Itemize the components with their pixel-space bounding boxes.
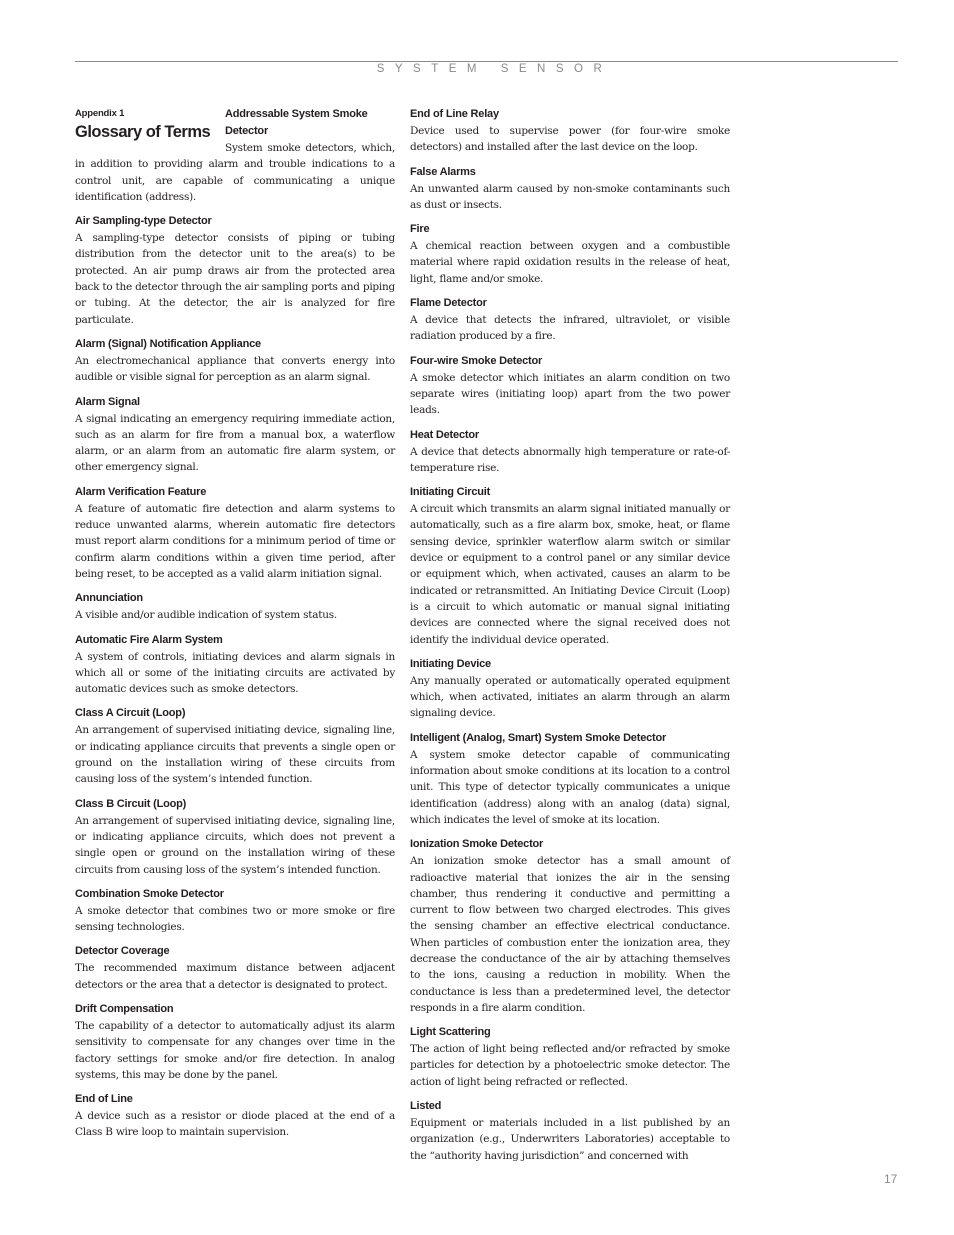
glossary-term: Flame Detector [410,297,487,310]
glossary-term: Air Sampling-type Detector [75,215,212,228]
left-column [75,106,395,1149]
glossary-term: Listed [410,1100,442,1113]
glossary-entry [75,796,395,878]
glossary-definition: A sampling-type detector consists of piping or tubing distribution from the detector unit to the area(s) to be protected. An air pump draws air from the protected area back to the detector through the air sampling ports and piping or tubing. At the detector, the air is analyzed for fire particulate. [75,232,395,326]
glossary-definition: A device such as a resistor or diode placed at the end of a Class B wire loop to maintain supervision. [75,1110,395,1139]
glossary-entry [75,943,395,993]
glossary-entry [75,886,395,936]
glossary-definition: An unwanted alarm caused by non-smoke contaminants such as dust or insects. [410,182,730,211]
glossary-definition: A feature of automatic fire detection and alarm systems to reduce unwanted alarms, wherein automatic fire detectors must report alarm conditions for a minimum period of time or confirm alarm conditions within a given time period, after being reset, to be accepted as a valid alarm initiation signal. [75,502,395,580]
glossary-definition: A circuit which transmits an alarm signal initiated manually or automatically, such as a fire alarm box, smoke, heat, or flame sensing device, sprinkler waterflow alarm switch or similar device or equipment to a control panel or any similar device or equipment which, when activated, causes an alarm to be indicated or retransmitted. An Initiating Device Circuit (Loop) is a circuit to which automatic or manual signal initiating devices are connected where the signal received does not identify the individual device operated. [410,503,730,646]
header-rule [75,61,898,62]
appendix-heading [75,106,225,144]
glossary-term: End of Line [75,1093,133,1106]
glossary-entry [410,1024,730,1090]
glossary-term: Automatic Fire Alarm System [75,633,223,646]
glossary-term: Intelligent (Analog, Smart) System Smoke Detector [410,731,667,744]
glossary-definition: The capability of a detector to automatically adjust its alarm sensitivity to compensate for any changes over time in the factory settings for smoke and/or fire detection. In analog systems, this may be done by the panel. [75,1019,395,1081]
glossary-definition: An arrangement of supervised initiating device, signaling line, or indicating appliance circuits that prevents a single open or ground on the installation wiring of these circuits from causing loss of the system’s intended function. [75,724,395,786]
appendix-label: Appendix 1 [75,108,125,119]
glossary-definition: The recommended maximum distance between adjacent detectors or the area that a detector is designated to protect. [75,962,395,991]
glossary-definition: A device that detects the infrared, ultraviolet, or visible radiation produced by a fire. [410,314,730,343]
glossary-term: Alarm (Signal) Notification Appliance [75,337,261,350]
glossary-definition: Any manually operated or automatically operated equipment which, when activated, initiates an alarm through an alarm signaling device. [410,674,730,720]
glossary-term: Detector Coverage [75,945,170,958]
glossary-entry [410,164,730,214]
glossary-entry [410,656,730,722]
glossary-term: Four-wire Smoke Detector [410,354,543,367]
glossary-entry [410,353,730,419]
glossary-entry [75,484,395,582]
page-title: Glossary of Terms [75,123,211,141]
page-number: 17 [884,1172,898,1186]
glossary-term: Annunciation [75,592,143,605]
glossary-term: Drift Compensation [75,1002,174,1015]
glossary-definition: Device used to supervise power (for four-wire smoke detectors) and installed after the last device on the loop. [410,125,730,154]
glossary-entry [75,394,395,476]
glossary-entry [75,213,395,328]
glossary-term: Alarm Signal [75,395,140,408]
glossary-definition: A system of controls, initiating devices and alarm signals in which all or some of the initiating circuits are activated by automatic devices such as smoke detectors. [75,650,395,696]
glossary-entry [75,632,395,698]
glossary-entry [75,590,395,623]
glossary-term: Combination Smoke Detector [75,887,224,900]
glossary-entry [410,1098,730,1164]
glossary-definition: A smoke detector that combines two or more smoke or fire sensing technologies. [75,904,395,934]
glossary-entry [410,730,730,828]
glossary-term: Addressable System Smoke Detector [225,108,368,137]
glossary-entry [75,705,395,787]
glossary-definition: The action of light being reflected and/or refracted by smoke particles for detection by a photoelectric smoke detector. The action of light being refracted or reflected. [410,1043,730,1088]
glossary-entry [410,427,730,477]
glossary-term: Alarm Verification Feature [75,485,207,498]
glossary-entry [410,836,730,1016]
glossary-definition: An arrangement of supervised initiating device, signaling line, or indicating appliance circuits, which does not prevent a single open or ground on the installation wiring of these circuits from causing loss of the system’s intended function. [75,814,395,876]
glossary-entry [75,1001,395,1083]
glossary-definition: A signal indicating an emergency requiring immediate action, such as an alarm for fire from a manual box, a waterflow alarm, or an alarm from an automatic fire alarm system, or other emergency signal. [75,412,395,474]
glossary-term: False Alarms [410,165,476,178]
glossary-term: Light Scattering [410,1026,491,1039]
glossary-definition: An electromechanical appliance that converts energy into audible or visible signal for perception as an alarm signal. [75,354,395,384]
glossary-entry [410,295,730,345]
glossary-term: End of Line Relay [410,108,499,120]
glossary-term: Class A Circuit (Loop) [75,707,186,720]
glossary-definition: Equipment or materials included in a list published by an organization (e.g., Underwriters Laboratories) acceptable to the “authority having jurisdiction” and concerned with [410,1117,730,1162]
glossary-term: Fire [410,223,430,236]
glossary-term: Ionization Smoke Detector [410,838,544,851]
glossary-definition: A device that detects abnormally high temperature or rate-of-temperature rise. [410,445,730,474]
glossary-term: Heat Detector [410,428,479,441]
glossary-entry [75,336,395,386]
glossary-entry [410,484,730,648]
glossary-term: Initiating Circuit [410,486,491,499]
right-column [410,106,730,1172]
glossary-definition: A visible and/or audible indication of system status. [75,609,337,622]
glossary-definition: A chemical reaction between oxygen and a combustible material where rapid oxidation results in the release of heat, light, flame and/or smoke. [410,240,730,285]
glossary-definition: A system smoke detector capable of communicating information about smoke conditions at its location to a control unit. This type of detector typically communicates a unique identification (address) along with an analog (data) signal, which indicates the level of smoke at its location. [410,748,730,826]
glossary-entry [410,106,730,156]
glossary-term: Class B Circuit (Loop) [75,797,187,810]
glossary-entry [410,221,730,287]
brand-header: SYSTEM SENSOR [376,63,613,75]
glossary-definition: An ionization smoke detector has a small amount of radioactive material that ionizes the air in the sensing chamber, thus rendering it conductive and permitting a current to flow between two charged electrodes. This gives the sensing chamber an effective electrical conductance. When particles of combustion enter the ionization area, they decrease the conductance of the air by attaching themselves to the ions, causing a reduction in mobility. When the conductance is less than a predetermined level, the detector responds in a fire alarm condition. [410,855,730,1014]
glossary-term: Initiating Device [410,657,491,670]
glossary-entry [75,1091,395,1141]
glossary-definition: A smoke detector which initiates an alarm condition on two separate wires (initiating loop) apart from the two power leads. [410,371,730,417]
glossary-definition: System smoke detectors, which, in addition to providing alarm and trouble indications to a control unit, are capable of communicating a unique identification (address). [75,142,395,203]
